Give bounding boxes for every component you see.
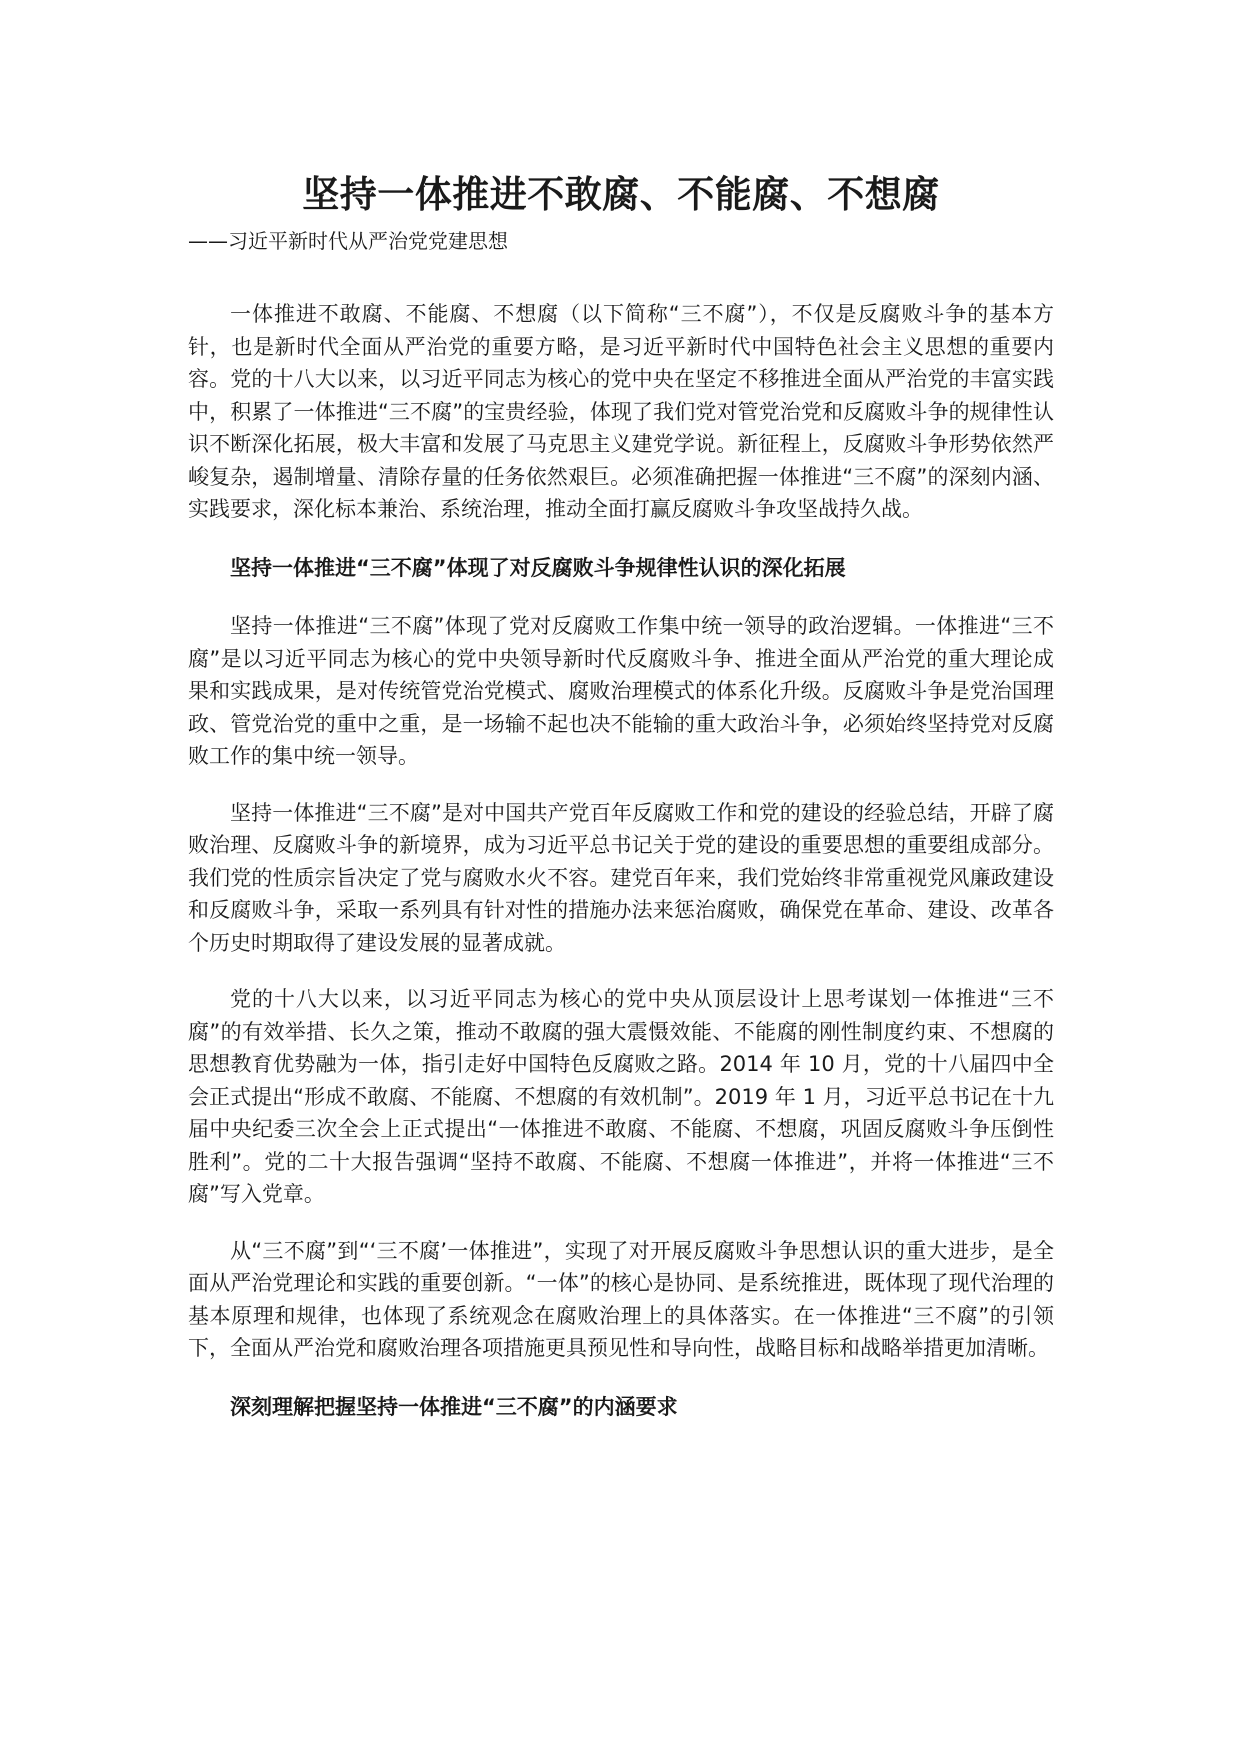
document-title: 坚持一体推进不敢腐、不能腐、不想腐 <box>302 173 940 216</box>
body-paragraph: 一体推进不敢腐、不能腐、不想腐（以下简称“三不腐”），不仅是反腐败斗争的基本方针，也是新时代全面从严治党的重要方略，是习近平新时代中国特色社会主义思想的重要内容。党的十八大以来，以习近平同志为核心的党中央在坚定不移推进全面从严治党的丰富实践中，积累了一体推进“三不腐”的宝贵经验，体现了我们党对管党治党和反腐败斗争的规律性认识不断深化拓展，极大丰富和发展了马克思主义建党学说。新征程上，反腐败斗争形势依然严峻复杂，遏制增量、清除存量的任务依然艰巨。必须准确把握一体推进“三不腐”的深刻内涵、实践要求，深化标本兼治、系统治理，推动全面打赢反腐败斗争攻坚战持久战。 <box>188 302 1054 521</box>
body-paragraph: 从“三不腐”到“‘三不腐’一体推进”，实现了对开展反腐败斗争思想认识的重大进步，是全面从严治党理论和实践的重要创新。“一体”的核心是协同、是系统推进，既体现了现代治理的基本原理和规律，也体现了系统观念在腐败治理上的具体落实。在一体推进“三不腐”的引领下，全面从严治党和腐败治理各项措施更具预见性和导向性，战略目标和战略举措更加清晰。 <box>188 1238 1054 1360</box>
body-paragraph: 坚持一体推进“三不腐”体现了党对反腐败工作集中统一领导的政治逻辑。一体推进“三不腐”是以习近平同志为核心的党中央领导新时代反腐败斗争、推进全面从严治党的重大理论成果和实践成果，是对传统管党治党模式、腐败治理模式的体系化升级。反腐败斗争是党治国理政、管党治党的重中之重，是一场输不起也决不能输的重大政治斗争，必须始终坚持党对反腐败工作的集中统一领导。 <box>188 614 1054 768</box>
body-paragraph: 坚持一体推进“三不腐”是对中国共产党百年反腐败工作和党的建设的经验总结，开辟了腐败治理、反腐败斗争的新境界，成为习近平总书记关于党的建设的重要思想的重要组成部分。我们党的性质宗旨决定了党与腐败水火不容。建党百年来，我们党始终非常重视党风廉政建设和反腐败斗争，采取一系列具有针对性的措施办法来惩治腐败，确保党在革命、建设、改革各个历史时期取得了建设发展的显著成就。 <box>188 800 1054 955</box>
document-subtitle: ——习近平新时代从严治党党建思想 <box>188 229 508 253</box>
section-heading: 坚持一体推进“三不腐”体现了对反腐败斗争规律性认识的深化拓展 <box>230 555 846 580</box>
document-page <box>188 172 1054 1423</box>
section-heading: 深刻理解把握坚持一体推进“三不腐”的内涵要求 <box>230 1394 678 1419</box>
body-paragraph: 党的十八大以来，以习近平同志为核心的党中央从顶层设计上思考谋划一体推进“三不腐”的有效举措、长久之策，推动不敢腐的强大震慑效能、不能腐的刚性制度约束、不想腐的思想教育优势融为一体，指引走好中国特色反腐败之路。2014 年 10 月，党的十八届四中全会正式提出“形成不敢腐、不能腐、不想腐的有效机制”。2019 年 1 月，习近平总书记在十九届中央纪委三次全会上正式提出“一体推进不敢腐、不能腐、不想腐，巩固反腐败斗争压倒性胜利”。党的二十大报告强调“坚持不敢腐、不能腐、不想腐一体推进”，并将一体推进“三不腐”写入党章。 <box>188 987 1054 1206</box>
